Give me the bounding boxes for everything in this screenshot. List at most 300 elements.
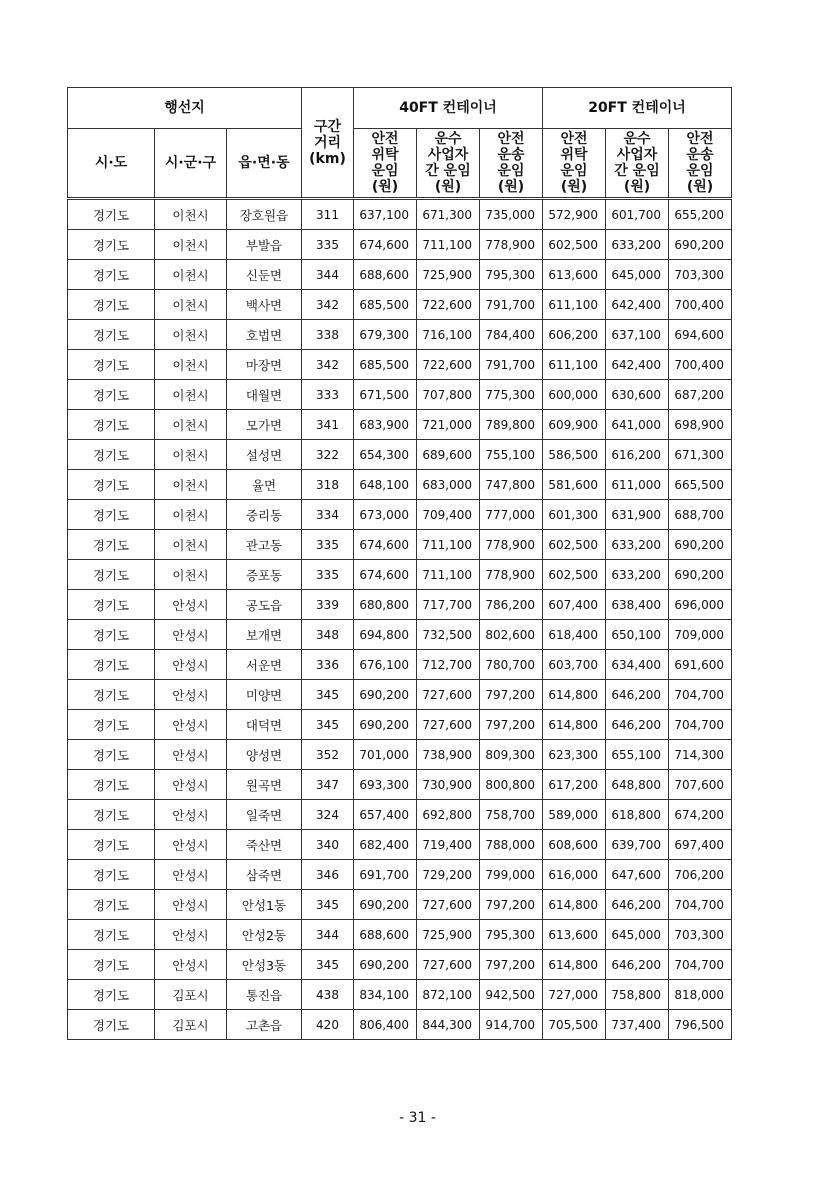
table-row bbox=[68, 260, 732, 290]
rate-20ft-safety-consign-cell: 611,100 bbox=[543, 290, 606, 320]
rate-20ft-carrier-cell: 634,400 bbox=[606, 650, 669, 680]
sido-cell: 경기도 bbox=[68, 470, 155, 500]
rate-header-line: 사업자 bbox=[616, 147, 658, 163]
rate-40ft-safety-consign-cell: 682,400 bbox=[354, 830, 417, 860]
rate-40ft-carrier-cell: 727,600 bbox=[417, 950, 480, 980]
distance-cell: 322 bbox=[302, 440, 354, 470]
rate-40ft-safety-transport-cell: 786,200 bbox=[480, 590, 543, 620]
sido-cell: 경기도 bbox=[68, 860, 155, 890]
sido-cell: 경기도 bbox=[68, 650, 155, 680]
rate-20ft-carrier-cell: 638,400 bbox=[606, 590, 669, 620]
rate-40ft-safety-consign-cell: 688,600 bbox=[354, 920, 417, 950]
rate-20ft-safety-consign-cell: 705,500 bbox=[543, 1010, 606, 1040]
sigungu-cell: 이천시 bbox=[155, 530, 227, 560]
rate-40ft-safety-consign-cell: 654,300 bbox=[354, 440, 417, 470]
rate-20ft-safety-consign-cell: 614,800 bbox=[543, 680, 606, 710]
sigungu-cell: 안성시 bbox=[155, 740, 227, 770]
rate-20ft-safety-consign-cell: 601,300 bbox=[543, 500, 606, 530]
rate-40ft-safety-consign-cell: 693,300 bbox=[354, 770, 417, 800]
rate-header-line: 운임 bbox=[371, 163, 399, 179]
rate-20ft-safety-transport-cell: 704,700 bbox=[669, 890, 732, 920]
sido-cell: 경기도 bbox=[68, 770, 155, 800]
rate-40ft-safety-transport-cell: 802,600 bbox=[480, 620, 543, 650]
distance-cell: 342 bbox=[302, 290, 354, 320]
table-body bbox=[68, 199, 732, 1040]
distance-cell: 346 bbox=[302, 860, 354, 890]
table-row bbox=[68, 770, 732, 800]
rate-40ft-safety-transport-cell: 789,800 bbox=[480, 410, 543, 440]
eupmyeondong-cell: 일죽면 bbox=[227, 800, 302, 830]
distance-header-line: (km) bbox=[309, 150, 346, 167]
distance-cell: 342 bbox=[302, 350, 354, 380]
distance-cell: 334 bbox=[302, 500, 354, 530]
sido-cell: 경기도 bbox=[68, 950, 155, 980]
rate-20ft-safety-transport-cell: 671,300 bbox=[669, 440, 732, 470]
eupmyeondong-cell: 보개면 bbox=[227, 620, 302, 650]
sigungu-cell: 안성시 bbox=[155, 680, 227, 710]
sido-header: 시·도 bbox=[68, 129, 155, 199]
distance-cell: 318 bbox=[302, 470, 354, 500]
rate-20ft-safety-transport-cell: 687,200 bbox=[669, 380, 732, 410]
rate-20ft-safety-consign-cell: 602,500 bbox=[543, 560, 606, 590]
table-row bbox=[68, 560, 732, 590]
sido-cell: 경기도 bbox=[68, 350, 155, 380]
rate-20ft-safety-transport-cell: 796,500 bbox=[669, 1010, 732, 1040]
rate-20ft-carrier-cell: 647,600 bbox=[606, 860, 669, 890]
sigungu-cell: 이천시 bbox=[155, 500, 227, 530]
sido-cell: 경기도 bbox=[68, 710, 155, 740]
rate-20ft-safety-transport-cell: 709,000 bbox=[669, 620, 732, 650]
rate-40ft-safety-transport-cell: 797,200 bbox=[480, 950, 543, 980]
table-row bbox=[68, 830, 732, 860]
rate-40ft-safety-transport-cell: 778,900 bbox=[480, 530, 543, 560]
rate-40ft-safety-transport-cell: 755,100 bbox=[480, 440, 543, 470]
rate-40ft-safety-consign-cell: 690,200 bbox=[354, 950, 417, 980]
eupmyeondong-cell: 설성면 bbox=[227, 440, 302, 470]
sido-cell: 경기도 bbox=[68, 560, 155, 590]
rate-20ft-header bbox=[543, 129, 606, 199]
table-row bbox=[68, 980, 732, 1010]
rate-20ft-safety-transport-cell: 698,900 bbox=[669, 410, 732, 440]
eupmyeondong-cell: 안성2동 bbox=[227, 920, 302, 950]
sigungu-cell: 안성시 bbox=[155, 800, 227, 830]
sido-cell: 경기도 bbox=[68, 380, 155, 410]
distance-cell: 348 bbox=[302, 620, 354, 650]
rate-40ft-safety-consign-cell: 690,200 bbox=[354, 680, 417, 710]
table-row bbox=[68, 950, 732, 980]
rate-40ft-carrier-cell: 711,100 bbox=[417, 560, 480, 590]
rate-40ft-safety-transport-cell: 914,700 bbox=[480, 1010, 543, 1040]
rate-20ft-safety-transport-cell: 655,200 bbox=[669, 199, 732, 230]
rate-header-line: 운수 bbox=[434, 131, 462, 147]
rate-40ft-safety-consign-cell: 690,200 bbox=[354, 890, 417, 920]
eupmyeondong-cell: 장호원읍 bbox=[227, 199, 302, 230]
rate-20ft-safety-consign-cell: 613,600 bbox=[543, 920, 606, 950]
distance-header bbox=[302, 88, 354, 199]
rate-20ft-safety-transport-cell: 674,200 bbox=[669, 800, 732, 830]
rate-20ft-carrier-cell: 633,200 bbox=[606, 560, 669, 590]
sido-cell: 경기도 bbox=[68, 980, 155, 1010]
sido-cell: 경기도 bbox=[68, 830, 155, 860]
sigungu-cell: 안성시 bbox=[155, 710, 227, 740]
container-20ft-header: 20FT 컨테이너 bbox=[543, 88, 732, 129]
table-row bbox=[68, 800, 732, 830]
rate-20ft-carrier-cell: 618,800 bbox=[606, 800, 669, 830]
eupmyeondong-cell: 양성면 bbox=[227, 740, 302, 770]
table-row bbox=[68, 410, 732, 440]
eupmyeondong-cell: 마장면 bbox=[227, 350, 302, 380]
rate-20ft-safety-consign-cell: 607,400 bbox=[543, 590, 606, 620]
rate-20ft-safety-transport-cell: 690,200 bbox=[669, 560, 732, 590]
rate-header-line: (원) bbox=[371, 179, 399, 195]
rate-40ft-safety-consign-cell: 834,100 bbox=[354, 980, 417, 1010]
rate-40ft-safety-transport-cell: 797,200 bbox=[480, 710, 543, 740]
rate-40ft-carrier-cell: 717,700 bbox=[417, 590, 480, 620]
rate-40ft-safety-transport-cell: 778,900 bbox=[480, 560, 543, 590]
rate-20ft-safety-consign-cell: 727,000 bbox=[543, 980, 606, 1010]
rate-20ft-safety-consign-cell: 589,000 bbox=[543, 800, 606, 830]
rate-40ft-carrier-cell: 727,600 bbox=[417, 890, 480, 920]
distance-cell: 335 bbox=[302, 560, 354, 590]
rate-40ft-carrier-cell: 725,900 bbox=[417, 920, 480, 950]
sigungu-cell: 안성시 bbox=[155, 950, 227, 980]
rate-20ft-safety-transport-cell: 704,700 bbox=[669, 710, 732, 740]
rate-40ft-carrier-cell: 722,600 bbox=[417, 350, 480, 380]
sido-cell: 경기도 bbox=[68, 530, 155, 560]
sido-cell: 경기도 bbox=[68, 320, 155, 350]
sigungu-cell: 안성시 bbox=[155, 860, 227, 890]
sigungu-cell: 안성시 bbox=[155, 920, 227, 950]
rate-20ft-carrier-cell: 645,000 bbox=[606, 260, 669, 290]
rate-20ft-safety-transport-cell: 665,500 bbox=[669, 470, 732, 500]
eupmyeondong-cell: 호법면 bbox=[227, 320, 302, 350]
table-row bbox=[68, 199, 732, 230]
table-row bbox=[68, 620, 732, 650]
rate-20ft-safety-transport-cell: 700,400 bbox=[669, 290, 732, 320]
sido-cell: 경기도 bbox=[68, 500, 155, 530]
sido-cell: 경기도 bbox=[68, 440, 155, 470]
table-row bbox=[68, 710, 732, 740]
eupmyeondong-cell: 율면 bbox=[227, 470, 302, 500]
eupmyeondong-header: 읍·면·동 bbox=[227, 129, 302, 199]
eupmyeondong-cell: 대월면 bbox=[227, 380, 302, 410]
distance-header-line: 구간 bbox=[313, 118, 342, 135]
eupmyeondong-cell: 고촌읍 bbox=[227, 1010, 302, 1040]
rate-40ft-carrier-cell: 730,900 bbox=[417, 770, 480, 800]
table-row bbox=[68, 740, 732, 770]
rate-40ft-carrier-cell: 683,000 bbox=[417, 470, 480, 500]
eupmyeondong-cell: 안성3동 bbox=[227, 950, 302, 980]
rate-40ft-safety-transport-cell: 784,400 bbox=[480, 320, 543, 350]
rate-header-line: 안전 bbox=[371, 131, 399, 147]
eupmyeondong-cell: 공도읍 bbox=[227, 590, 302, 620]
sido-cell: 경기도 bbox=[68, 590, 155, 620]
rate-20ft-safety-consign-cell: 581,600 bbox=[543, 470, 606, 500]
rate-header-line: 간 운임 bbox=[425, 163, 471, 179]
rate-40ft-carrier-cell: 727,600 bbox=[417, 710, 480, 740]
distance-cell: 345 bbox=[302, 710, 354, 740]
rate-20ft-safety-consign-cell: 600,000 bbox=[543, 380, 606, 410]
rate-40ft-safety-transport-cell: 795,300 bbox=[480, 260, 543, 290]
distance-cell: 345 bbox=[302, 950, 354, 980]
rate-20ft-carrier-cell: 646,200 bbox=[606, 890, 669, 920]
rate-header-line: (원) bbox=[623, 179, 651, 195]
table-row bbox=[68, 530, 732, 560]
rate-20ft-carrier-cell: 642,400 bbox=[606, 290, 669, 320]
sido-cell: 경기도 bbox=[68, 260, 155, 290]
rate-40ft-safety-transport-cell: 747,800 bbox=[480, 470, 543, 500]
rate-40ft-carrier-cell: 719,400 bbox=[417, 830, 480, 860]
rate-20ft-carrier-cell: 737,400 bbox=[606, 1010, 669, 1040]
rate-40ft-carrier-cell: 716,100 bbox=[417, 320, 480, 350]
distance-cell: 335 bbox=[302, 530, 354, 560]
table-row bbox=[68, 290, 732, 320]
sigungu-cell: 안성시 bbox=[155, 890, 227, 920]
rate-20ft-carrier-cell: 630,600 bbox=[606, 380, 669, 410]
rate-40ft-carrier-cell: 711,100 bbox=[417, 230, 480, 260]
rate-40ft-safety-transport-cell: 797,200 bbox=[480, 680, 543, 710]
rate-40ft-safety-transport-cell: 791,700 bbox=[480, 350, 543, 380]
sigungu-cell: 이천시 bbox=[155, 350, 227, 380]
sigungu-cell: 이천시 bbox=[155, 290, 227, 320]
distance-cell: 344 bbox=[302, 920, 354, 950]
rate-20ft-safety-consign-cell: 623,300 bbox=[543, 740, 606, 770]
distance-cell: 344 bbox=[302, 260, 354, 290]
table-row bbox=[68, 380, 732, 410]
table-row bbox=[68, 470, 732, 500]
sido-cell: 경기도 bbox=[68, 410, 155, 440]
rate-20ft-safety-transport-cell: 694,600 bbox=[669, 320, 732, 350]
rate-header-line: 위탁 bbox=[560, 147, 588, 163]
rate-40ft-safety-transport-cell: 775,300 bbox=[480, 380, 543, 410]
rate-20ft-safety-consign-cell: 603,700 bbox=[543, 650, 606, 680]
rate-20ft-carrier-cell: 646,200 bbox=[606, 680, 669, 710]
eupmyeondong-cell: 모가면 bbox=[227, 410, 302, 440]
table-row bbox=[68, 230, 732, 260]
rate-40ft-safety-transport-cell: 942,500 bbox=[480, 980, 543, 1010]
rate-header-line: 안전 bbox=[497, 131, 525, 147]
container-40ft-header: 40FT 컨테이너 bbox=[354, 88, 543, 129]
rate-header-line: 사업자 bbox=[427, 147, 469, 163]
sigungu-cell: 이천시 bbox=[155, 260, 227, 290]
distance-cell: 340 bbox=[302, 830, 354, 860]
eupmyeondong-cell: 부발읍 bbox=[227, 230, 302, 260]
rate-40ft-safety-consign-cell: 683,900 bbox=[354, 410, 417, 440]
rate-20ft-carrier-cell: 601,700 bbox=[606, 199, 669, 230]
rate-40ft-safety-consign-cell: 680,800 bbox=[354, 590, 417, 620]
table-row bbox=[68, 320, 732, 350]
sido-cell: 경기도 bbox=[68, 800, 155, 830]
sigungu-cell: 이천시 bbox=[155, 380, 227, 410]
rate-20ft-carrier-cell: 650,100 bbox=[606, 620, 669, 650]
rate-40ft-safety-consign-cell: 685,500 bbox=[354, 290, 417, 320]
freight-rate-table bbox=[67, 87, 732, 1040]
distance-cell: 352 bbox=[302, 740, 354, 770]
rate-40ft-safety-consign-cell: 671,500 bbox=[354, 380, 417, 410]
table-row bbox=[68, 650, 732, 680]
rate-40ft-carrier-cell: 738,900 bbox=[417, 740, 480, 770]
rate-20ft-safety-transport-cell: 703,300 bbox=[669, 920, 732, 950]
rate-20ft-safety-consign-cell: 608,600 bbox=[543, 830, 606, 860]
rate-20ft-safety-consign-cell: 609,900 bbox=[543, 410, 606, 440]
rate-20ft-carrier-cell: 639,700 bbox=[606, 830, 669, 860]
rate-40ft-safety-consign-cell: 674,600 bbox=[354, 230, 417, 260]
rate-20ft-safety-transport-cell: 688,700 bbox=[669, 500, 732, 530]
rate-40ft-safety-consign-cell: 674,600 bbox=[354, 530, 417, 560]
rate-40ft-safety-consign-cell: 701,000 bbox=[354, 740, 417, 770]
rate-header-line: 운임 bbox=[686, 163, 714, 179]
rate-40ft-carrier-cell: 709,400 bbox=[417, 500, 480, 530]
rate-20ft-safety-transport-cell: 696,000 bbox=[669, 590, 732, 620]
table-row bbox=[68, 350, 732, 380]
sigungu-cell: 안성시 bbox=[155, 830, 227, 860]
rate-20ft-carrier-cell: 646,200 bbox=[606, 710, 669, 740]
table-row bbox=[68, 500, 732, 530]
rate-20ft-carrier-cell: 655,100 bbox=[606, 740, 669, 770]
rate-40ft-header bbox=[417, 129, 480, 199]
sido-cell: 경기도 bbox=[68, 1010, 155, 1040]
eupmyeondong-cell: 통진읍 bbox=[227, 980, 302, 1010]
rate-20ft-safety-consign-cell: 614,800 bbox=[543, 890, 606, 920]
distance-cell: 324 bbox=[302, 800, 354, 830]
rate-20ft-safety-transport-cell: 704,700 bbox=[669, 680, 732, 710]
rate-20ft-carrier-cell: 642,400 bbox=[606, 350, 669, 380]
rate-20ft-safety-transport-cell: 706,200 bbox=[669, 860, 732, 890]
rate-20ft-safety-consign-cell: 572,900 bbox=[543, 199, 606, 230]
rate-40ft-carrier-cell: 721,000 bbox=[417, 410, 480, 440]
rate-40ft-safety-consign-cell: 657,400 bbox=[354, 800, 417, 830]
table-row bbox=[68, 860, 732, 890]
rate-20ft-safety-transport-cell: 697,400 bbox=[669, 830, 732, 860]
rate-20ft-safety-transport-cell: 704,700 bbox=[669, 950, 732, 980]
sigungu-cell: 김포시 bbox=[155, 980, 227, 1010]
rate-header-line: 안전 bbox=[686, 131, 714, 147]
sigungu-cell: 이천시 bbox=[155, 440, 227, 470]
sigungu-cell: 이천시 bbox=[155, 199, 227, 230]
rate-header-line: 운송 bbox=[686, 147, 714, 163]
rate-40ft-safety-transport-cell: 788,000 bbox=[480, 830, 543, 860]
rate-40ft-carrier-cell: 689,600 bbox=[417, 440, 480, 470]
rate-40ft-carrier-cell: 844,300 bbox=[417, 1010, 480, 1040]
eupmyeondong-cell: 원곡면 bbox=[227, 770, 302, 800]
region-header: 행선지 bbox=[68, 88, 302, 129]
distance-cell: 333 bbox=[302, 380, 354, 410]
rate-20ft-safety-consign-cell: 614,800 bbox=[543, 710, 606, 740]
table-row bbox=[68, 1010, 732, 1040]
rate-20ft-header bbox=[606, 129, 669, 199]
rate-20ft-safety-transport-cell: 707,600 bbox=[669, 770, 732, 800]
sido-cell: 경기도 bbox=[68, 620, 155, 650]
sigungu-cell: 안성시 bbox=[155, 620, 227, 650]
rate-40ft-safety-consign-cell: 673,000 bbox=[354, 500, 417, 530]
rate-40ft-safety-consign-cell: 688,600 bbox=[354, 260, 417, 290]
rate-20ft-carrier-cell: 631,900 bbox=[606, 500, 669, 530]
distance-cell: 347 bbox=[302, 770, 354, 800]
sigungu-cell: 안성시 bbox=[155, 650, 227, 680]
rate-40ft-safety-transport-cell: 799,000 bbox=[480, 860, 543, 890]
rate-20ft-safety-consign-cell: 606,200 bbox=[543, 320, 606, 350]
rate-header-line: 간 운임 bbox=[614, 163, 660, 179]
eupmyeondong-cell: 관고동 bbox=[227, 530, 302, 560]
rate-40ft-safety-transport-cell: 800,800 bbox=[480, 770, 543, 800]
rate-40ft-safety-consign-cell: 679,300 bbox=[354, 320, 417, 350]
rate-20ft-carrier-cell: 633,200 bbox=[606, 230, 669, 260]
rate-40ft-carrier-cell: 732,500 bbox=[417, 620, 480, 650]
rate-20ft-carrier-cell: 633,200 bbox=[606, 530, 669, 560]
rate-20ft-safety-transport-cell: 714,300 bbox=[669, 740, 732, 770]
rate-40ft-safety-consign-cell: 806,400 bbox=[354, 1010, 417, 1040]
rate-20ft-safety-consign-cell: 602,500 bbox=[543, 530, 606, 560]
table-header bbox=[68, 88, 732, 199]
rate-20ft-carrier-cell: 646,200 bbox=[606, 950, 669, 980]
rate-20ft-carrier-cell: 758,800 bbox=[606, 980, 669, 1010]
rate-40ft-safety-consign-cell: 676,100 bbox=[354, 650, 417, 680]
sido-cell: 경기도 bbox=[68, 920, 155, 950]
sigungu-cell: 김포시 bbox=[155, 1010, 227, 1040]
sigungu-cell: 이천시 bbox=[155, 410, 227, 440]
rate-20ft-safety-transport-cell: 691,600 bbox=[669, 650, 732, 680]
eupmyeondong-cell: 안성1동 bbox=[227, 890, 302, 920]
eupmyeondong-cell: 죽산면 bbox=[227, 830, 302, 860]
distance-cell: 336 bbox=[302, 650, 354, 680]
rate-20ft-carrier-cell: 648,800 bbox=[606, 770, 669, 800]
sigungu-cell: 안성시 bbox=[155, 770, 227, 800]
table-row bbox=[68, 590, 732, 620]
rate-header-line: 안전 bbox=[560, 131, 588, 147]
sigungu-cell: 안성시 bbox=[155, 590, 227, 620]
rate-40ft-safety-transport-cell: 809,300 bbox=[480, 740, 543, 770]
eupmyeondong-cell: 신둔면 bbox=[227, 260, 302, 290]
rate-20ft-carrier-cell: 645,000 bbox=[606, 920, 669, 950]
distance-cell: 335 bbox=[302, 230, 354, 260]
eupmyeondong-cell: 증포동 bbox=[227, 560, 302, 590]
rate-40ft-safety-consign-cell: 694,800 bbox=[354, 620, 417, 650]
rate-header-line: (원) bbox=[434, 179, 462, 195]
sido-cell: 경기도 bbox=[68, 890, 155, 920]
rate-40ft-header bbox=[354, 129, 417, 199]
rate-header-line: 운수 bbox=[623, 131, 651, 147]
table-row bbox=[68, 680, 732, 710]
sido-cell: 경기도 bbox=[68, 290, 155, 320]
rate-header-line: 운송 bbox=[497, 147, 525, 163]
distance-cell: 341 bbox=[302, 410, 354, 440]
rate-20ft-carrier-cell: 637,100 bbox=[606, 320, 669, 350]
rate-40ft-safety-transport-cell: 758,700 bbox=[480, 800, 543, 830]
sigungu-cell: 이천시 bbox=[155, 560, 227, 590]
rate-40ft-header bbox=[480, 129, 543, 199]
rate-40ft-safety-transport-cell: 777,000 bbox=[480, 500, 543, 530]
sigungu-cell: 이천시 bbox=[155, 230, 227, 260]
rate-header-line: 운임 bbox=[497, 163, 525, 179]
distance-cell: 438 bbox=[302, 980, 354, 1010]
rate-20ft-safety-transport-cell: 703,300 bbox=[669, 260, 732, 290]
rate-20ft-carrier-cell: 641,000 bbox=[606, 410, 669, 440]
distance-cell: 345 bbox=[302, 680, 354, 710]
eupmyeondong-cell: 백사면 bbox=[227, 290, 302, 320]
rate-40ft-carrier-cell: 725,900 bbox=[417, 260, 480, 290]
rate-header-line: 운임 bbox=[560, 163, 588, 179]
sigungu-cell: 이천시 bbox=[155, 470, 227, 500]
rate-20ft-safety-consign-cell: 586,500 bbox=[543, 440, 606, 470]
distance-cell: 339 bbox=[302, 590, 354, 620]
rate-40ft-carrier-cell: 671,300 bbox=[417, 199, 480, 230]
eupmyeondong-cell: 삼죽면 bbox=[227, 860, 302, 890]
rate-40ft-safety-transport-cell: 797,200 bbox=[480, 890, 543, 920]
eupmyeondong-cell: 중리동 bbox=[227, 500, 302, 530]
rate-40ft-safety-transport-cell: 795,300 bbox=[480, 920, 543, 950]
distance-cell: 311 bbox=[302, 199, 354, 230]
rate-40ft-carrier-cell: 712,700 bbox=[417, 650, 480, 680]
